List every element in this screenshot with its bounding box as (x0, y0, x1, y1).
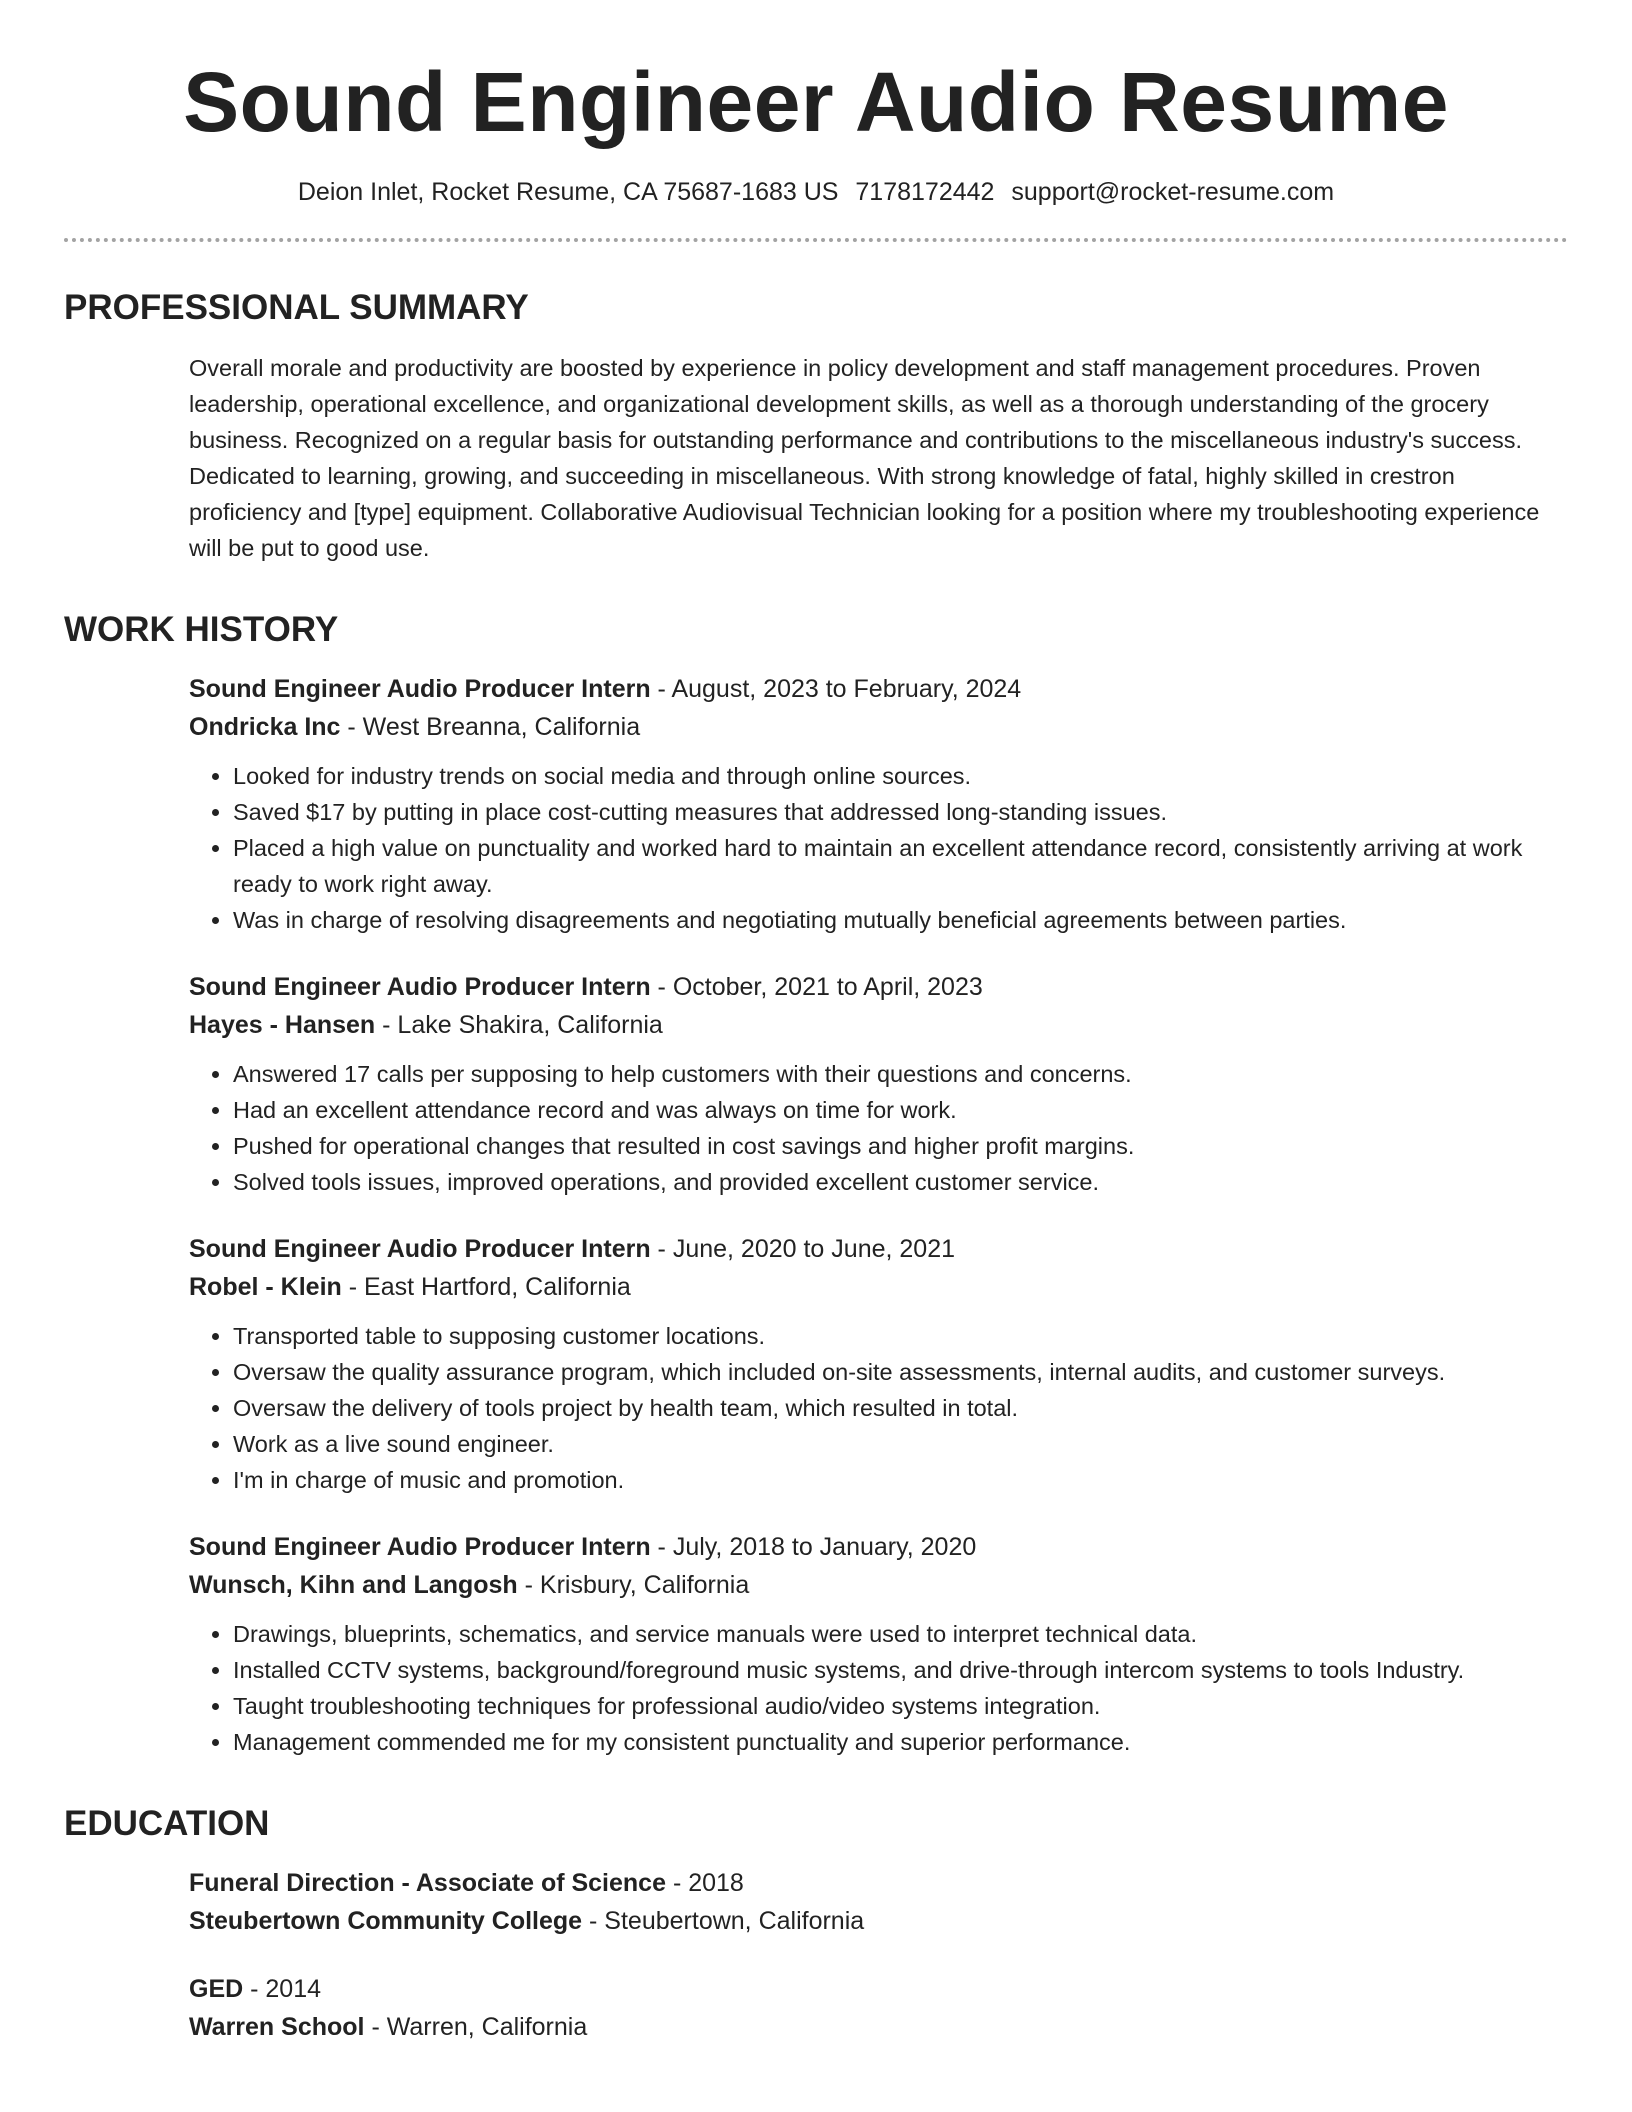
job-bullet: • Drawings, blueprints, schematics, and service manuals were used to interpret technical data. (233, 1616, 1568, 1652)
degree-line (189, 1864, 1568, 1902)
company-name: Ondricka Inc (189, 713, 341, 741)
contact-email: support@rocket-resume.com (1011, 178, 1335, 206)
job-entry (189, 1230, 1568, 1498)
job-title-line (189, 1230, 1568, 1268)
job-bullet: • Saved $17 by putting in place cost-cutting measures that addressed long-standing issues. (233, 794, 1568, 830)
job-bullet: • Had an excellent attendance record and was always on time for work. (233, 1092, 1568, 1128)
job-bullet: • Work as a live sound engineer. (233, 1426, 1568, 1462)
job-bullet: • Solved tools issues, improved operations, and provided excellent customer service. (233, 1164, 1568, 1200)
education-section (64, 1802, 1568, 2046)
contact-line (64, 176, 1568, 208)
degree-year: - 2018 (666, 1869, 744, 1897)
job-entry (189, 968, 1568, 1200)
contact-phone: 7178172442 (855, 178, 995, 206)
company-line (189, 1566, 1568, 1604)
company-name: Hayes - Hansen (189, 1011, 376, 1039)
school-location: - Warren, California (364, 2013, 588, 2041)
resume-header (64, 52, 1568, 242)
job-bullet: • Oversaw the delivery of tools project by health team, which resulted in total. (233, 1390, 1568, 1426)
school-line (189, 2008, 1568, 2046)
header-divider (64, 238, 1568, 242)
job-bullet: • Was in charge of resolving disagreements and negotiating mutually beneficial agreements between parties. (233, 902, 1568, 938)
job-bullets (189, 1318, 1568, 1498)
job-title-line (189, 1528, 1568, 1566)
company-line (189, 1268, 1568, 1306)
job-bullet: • Answered 17 calls per supposing to help customers with their questions and concerns. (233, 1056, 1568, 1092)
company-name: Robel - Klein (189, 1273, 342, 1301)
job-dates: - August, 2023 to February, 2024 (650, 675, 1022, 703)
job-role: Sound Engineer Audio Producer Intern (189, 675, 651, 703)
job-bullet: • Pushed for operational changes that resulted in cost savings and higher profit margins. (233, 1128, 1568, 1164)
school-line (189, 1902, 1568, 1940)
company-location: - East Hartford, California (341, 1273, 631, 1301)
contact-address: Deion Inlet, Rocket Resume, CA 75687-1683 US (297, 178, 839, 206)
education-entry (189, 1970, 1568, 2046)
degree-year: - 2014 (243, 1975, 322, 2003)
job-entry (189, 1528, 1568, 1760)
job-dates: - June, 2020 to June, 2021 (650, 1235, 956, 1263)
degree-name: Funeral Direction - Associate of Science (189, 1869, 666, 1897)
summary-section (64, 286, 1568, 566)
job-role: Sound Engineer Audio Producer Intern (189, 973, 651, 1001)
job-bullet: • I'm in charge of music and promotion. (233, 1462, 1568, 1498)
resume-title: Sound Engineer Audio Resume (183, 55, 1449, 149)
company-location: - Lake Shakira, California (375, 1011, 663, 1039)
job-bullets (189, 1056, 1568, 1200)
job-title-line (189, 670, 1568, 708)
job-entry (189, 670, 1568, 938)
job-bullet: • Installed CCTV systems, background/foreground music systems, and drive-through intercom systems to tools Industry. (233, 1652, 1568, 1688)
job-bullet: • Looked for industry trends on social media and through online sources. (233, 758, 1568, 794)
degree-name: GED (189, 1975, 244, 2003)
school-name: Steubertown Community College (189, 1907, 583, 1935)
company-location: - Krisbury, California (517, 1571, 750, 1599)
work-history-heading: WORK HISTORY (64, 610, 339, 649)
company-line (189, 1006, 1568, 1044)
summary-heading: PROFESSIONAL SUMMARY (64, 288, 529, 327)
job-role: Sound Engineer Audio Producer Intern (189, 1533, 651, 1561)
job-dates: - October, 2021 to April, 2023 (650, 973, 983, 1001)
company-name: Wunsch, Kihn and Langosh (189, 1571, 518, 1599)
job-bullets (189, 1616, 1568, 1760)
job-bullet: • Placed a high value on punctuality and worked hard to maintain an excellent attendance record, consistently arriving at work ready to work right away. (233, 830, 1568, 902)
job-bullet: • Management commended me for my consistent punctuality and superior performance. (233, 1724, 1568, 1760)
job-title-line (189, 968, 1568, 1006)
job-dates: - July, 2018 to January, 2020 (650, 1533, 977, 1561)
company-line (189, 708, 1568, 746)
education-entry (189, 1864, 1568, 1940)
job-bullet: • Taught troubleshooting techniques for professional audio/video systems integration. (233, 1688, 1568, 1724)
school-name: Warren School (189, 2013, 365, 2041)
education-heading: EDUCATION (64, 1804, 270, 1843)
job-role: Sound Engineer Audio Producer Intern (189, 1235, 651, 1263)
job-bullet: • Transported table to supposing customer locations. (233, 1318, 1568, 1354)
summary-text: Overall morale and productivity are boosted by experience in policy development and staff management procedures. Proven leadership, operational excellence, and organizational development skills, as well as a thorough understanding of the grocery business. Recognized on a regular basis for outstanding performance and contributions to the miscellaneous industry's success. Dedicated to learning, growing, and succeeding in miscellaneous. With strong knowledge of fatal, highly skilled in crestron proficiency and [type] equipment. Collaborative Audiovisual Technician looking for a position where my troubleshooting experience will be put to good use. (189, 355, 1540, 561)
school-location: - Steubertown, California (582, 1907, 865, 1935)
company-location: - West Breanna, California (340, 713, 641, 741)
degree-line (189, 1970, 1568, 2008)
job-bullet: • Oversaw the quality assurance program, which included on-site assessments, internal audits, and customer surveys. (233, 1354, 1568, 1390)
work-history-section (64, 608, 1568, 1760)
job-bullets (189, 758, 1568, 938)
